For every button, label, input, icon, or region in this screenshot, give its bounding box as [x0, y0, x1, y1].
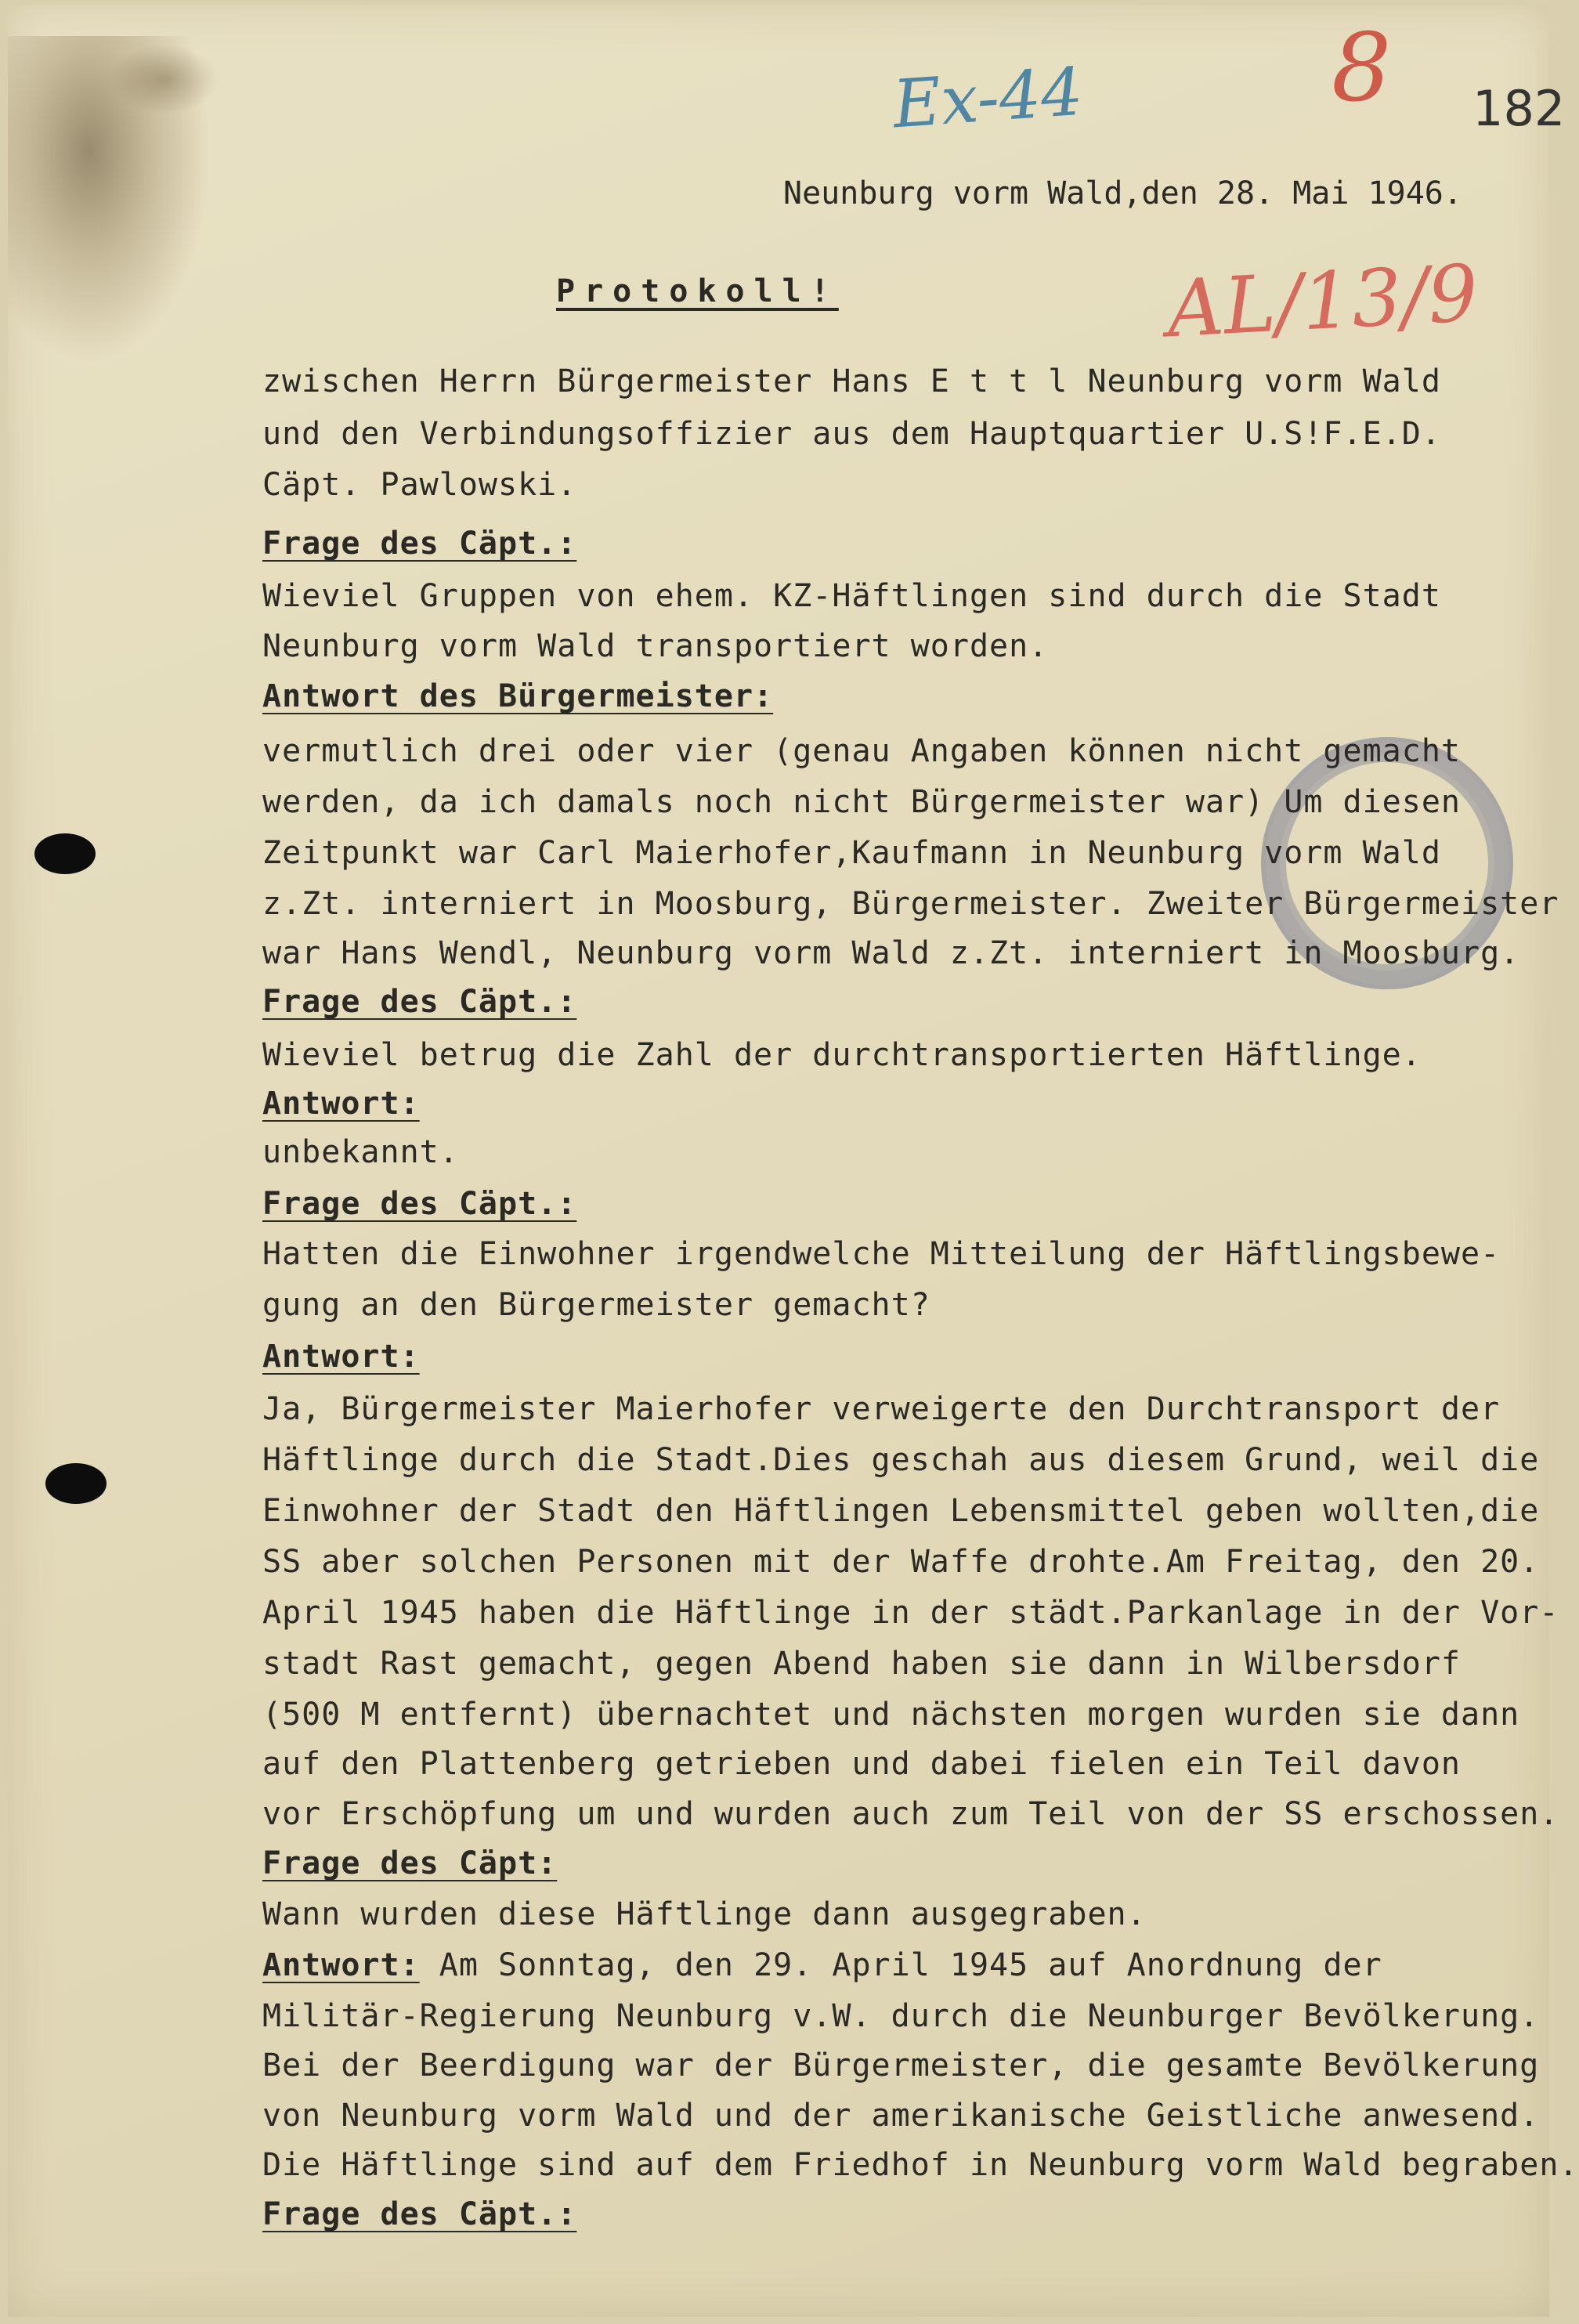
section-heading: Frage des Cäpt:	[262, 1845, 558, 1881]
section-heading: Antwort:	[262, 1086, 420, 1122]
answer-label: Antwort:	[262, 1947, 420, 1983]
handwritten-number: 8	[1331, 14, 1392, 123]
text-line: Die Häftlinge sind auf dem Friedhof in Neunburg vorm Wald begraben.	[262, 2147, 1579, 2183]
text-line: unbekannt.	[262, 1134, 459, 1170]
text-line: Wieviel betrug die Zahl der durchtransportierten Häftlinge.	[262, 1037, 1422, 1073]
answer-text: Am Sonntag, den 29. April 1945 auf Anordnung der	[439, 1947, 1382, 1983]
water-stain	[110, 44, 219, 114]
text-line: Wann wurden diese Häftlinge dann ausgegraben.	[262, 1896, 1147, 1932]
section-heading: Frage des Cäpt.:	[262, 984, 577, 1020]
text-line: vermutlich drei oder vier (genau Angaben können nicht gemacht	[262, 733, 1462, 769]
section-heading: Frage des Cäpt.:	[262, 1186, 577, 1222]
text-line: Häftlinge durch die Stadt.Dies geschah aus diesem Grund, weil die	[262, 1442, 1540, 1478]
text-line: gung an den Bürgermeister gemacht?	[262, 1287, 930, 1323]
text-line: vor Erschöpfung um und wurden auch zum Teil von der SS erschossen.	[262, 1796, 1559, 1832]
text-line: Militär-Regierung Neunburg v.W. durch die Neunburger Bevölkerung.	[262, 1998, 1540, 2034]
text-line: Hatten die Einwohner irgendwelche Mitteilung der Häftlingsbewe-	[262, 1236, 1501, 1272]
handwritten-reference: Ex-44	[890, 52, 1086, 143]
text-line	[262, 1947, 1382, 1983]
text-line: war Hans Wendl, Neunburg vorm Wald z.Zt. interniert in Moosburg.	[262, 935, 1520, 971]
document-page	[8, 5, 1579, 2317]
text-line: Wieviel Gruppen von ehem. KZ-Häftlingen sind durch die Stadt	[262, 578, 1441, 614]
section-heading: Antwort:	[262, 1339, 420, 1375]
text-line: Einwohner der Stadt den Häftlingen Lebensmittel geben wollten,die	[262, 1493, 1540, 1529]
punch-hole	[45, 1463, 107, 1504]
document-title: Protokoll!	[556, 273, 839, 309]
section-heading: Frage des Cäpt.:	[262, 2196, 577, 2232]
punch-hole	[34, 833, 96, 874]
text-line: SS aber solchen Personen mit der Waffe drohte.Am Freitag, den 20.	[262, 1544, 1540, 1580]
text-line: Neunburg vorm Wald transportiert worden.	[262, 628, 1049, 664]
section-heading: Antwort des Bürgermeister:	[262, 678, 774, 714]
text-line: stadt Rast gemacht, gegen Abend haben sie dann in Wilbersdorf	[262, 1646, 1462, 1682]
text-line: (500 M entfernt) übernachtet und nächsten morgen wurden sie dann	[262, 1697, 1520, 1733]
text-line: z.Zt. interniert in Moosburg, Bürgermeister. Zweiter Bürgermeister	[262, 886, 1559, 922]
section-heading: Frage des Cäpt.:	[262, 526, 577, 562]
text-line: und den Verbindungsoffizier aus dem Hauptquartier U.S!F.E.D.	[262, 416, 1441, 452]
text-line: Bei der Beerdigung war der Bürgermeister, die gesamte Bevölkerung	[262, 2048, 1540, 2084]
page-number: 182	[1472, 80, 1566, 137]
water-stain	[8, 36, 211, 365]
text-line: April 1945 haben die Häftlinge in der städt.Parkanlage in der Vor-	[262, 1595, 1559, 1631]
date-line: Neunburg vorm Wald,den 28. Mai 1946.	[783, 175, 1462, 211]
text-line: werden, da ich damals noch nicht Bürgermeister war) Um diesen	[262, 784, 1462, 820]
handwritten-file-code: AL/13/9	[1165, 247, 1480, 356]
text-line: auf den Plattenberg getrieben und dabei fielen ein Teil davon	[262, 1746, 1462, 1782]
text-line: Ja, Bürgermeister Maierhofer verweigerte den Durchtransport der	[262, 1391, 1501, 1427]
text-line: Zeitpunkt war Carl Maierhofer,Kaufmann in Neunburg vorm Wald	[262, 835, 1441, 871]
text-line: von Neunburg vorm Wald und der amerikanische Geistliche anwesend.	[262, 2098, 1540, 2134]
text-line: zwischen Herrn Bürgermeister Hans E t t l Neunburg vorm Wald	[262, 363, 1441, 399]
text-line: Cäpt. Pawlowski.	[262, 467, 577, 503]
